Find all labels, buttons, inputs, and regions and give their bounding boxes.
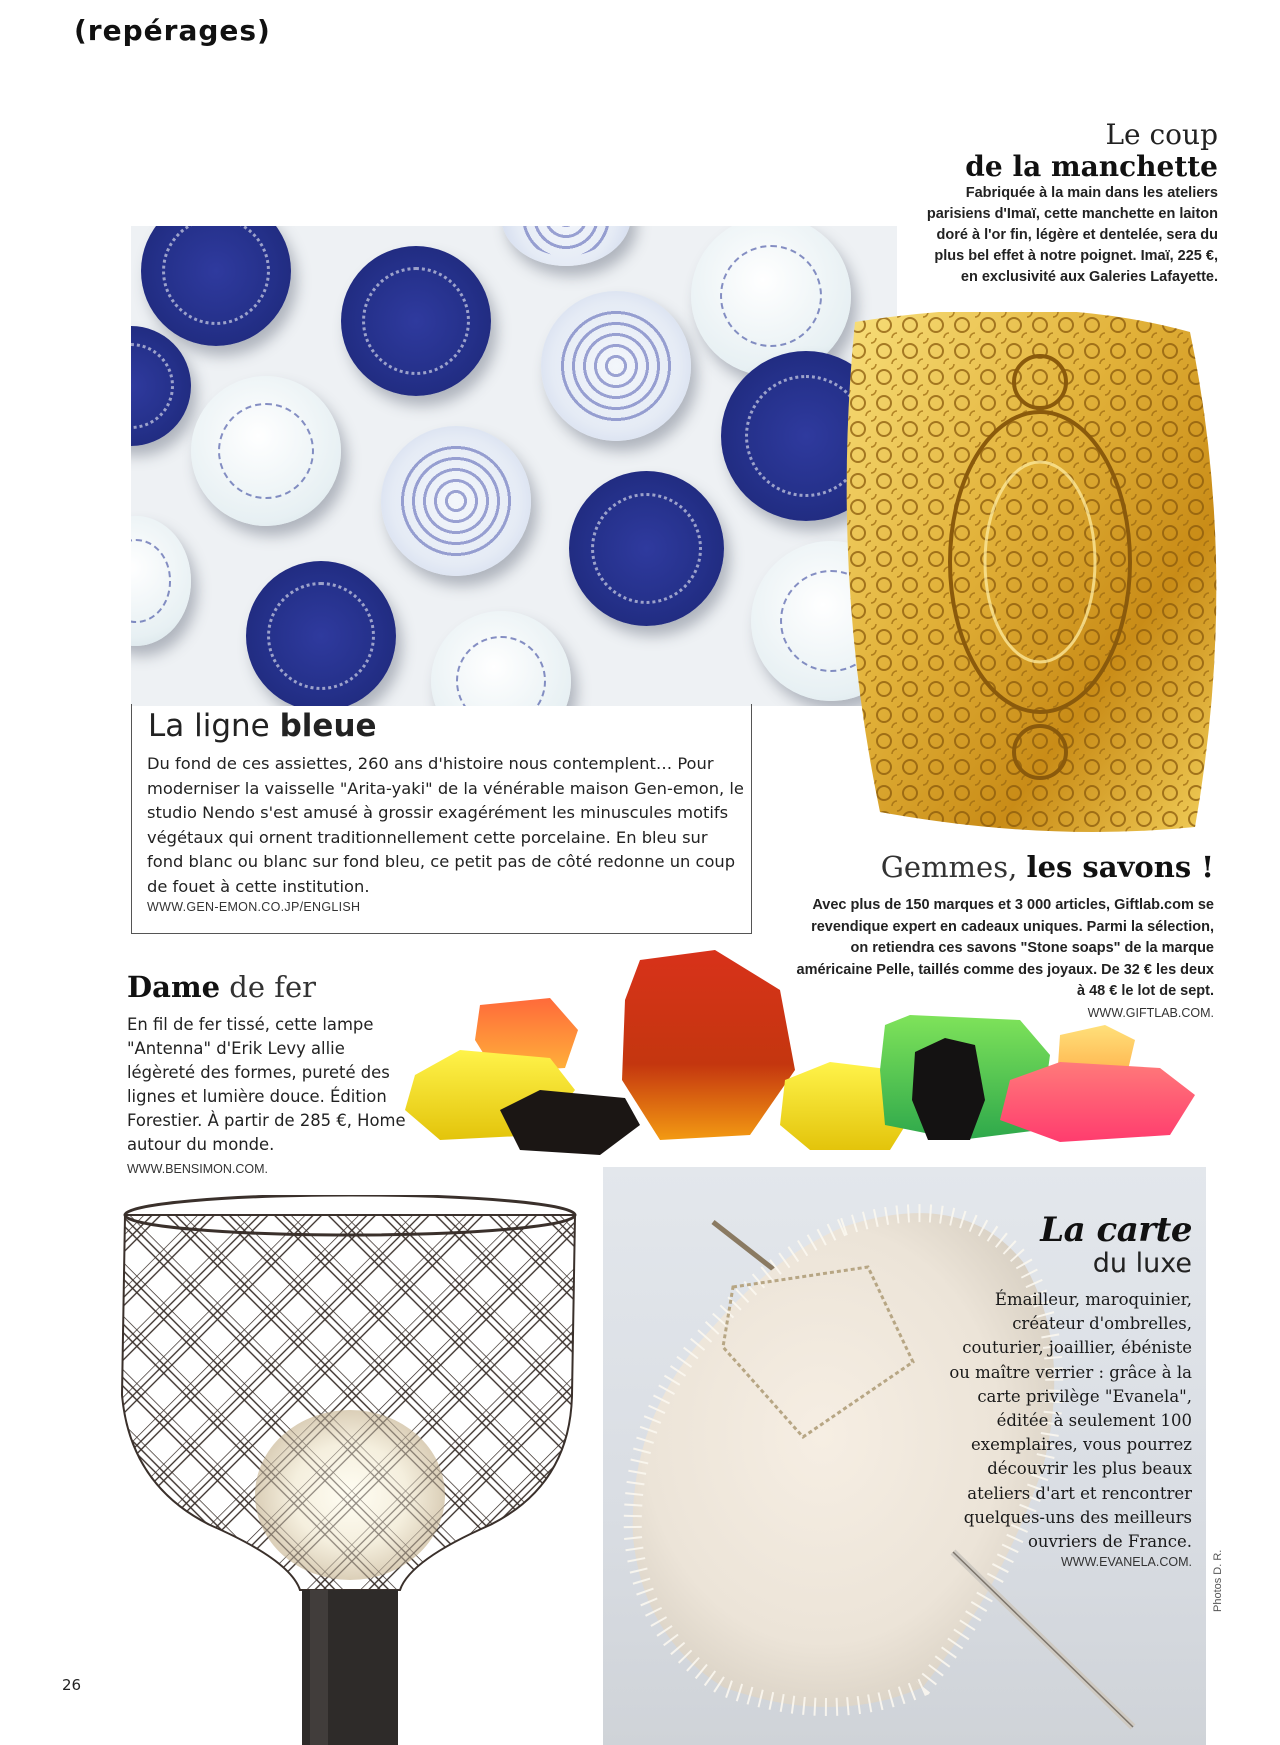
plate <box>246 561 396 706</box>
gemmes-body: Avec plus de 150 marques et 3 000 articles, Giftlab.com se revendique expert en cadeaux uniques. Parmi la sélection, on retiendra ces savons "Stone soaps" de la marque américaine Pelle, taillés comme des joyaux. De 32 € les deux à 48 € le lot de sept. <box>796 897 1214 999</box>
cuff-lace <box>847 312 1217 832</box>
soap-pink <box>1000 1062 1195 1142</box>
carte-title-line1: La carte <box>1040 1210 1192 1250</box>
ligne-bleue-body: Du fond de ces assiettes, 260 ans d'histoire nous contemplent… Pour moderniser la vaisselle "Arita-yaki" de la vénérable maison Gen-emon, le studio Nendo s'est amusé à grossir exagérément les minuscules motifs végétaux qui ornent traditionnellement cette porcelaine. En bleu sur fond blanc ou blanc sur fond bleu, ce petit pas de côté redonne un coup de fouet à cette institution. <box>147 754 744 896</box>
gemmes-title: Gemmes, les savons ! <box>880 850 1214 884</box>
manchette-title-line2: de la manchette <box>965 150 1218 183</box>
soap-black-left <box>500 1090 640 1155</box>
soap-red-large <box>622 950 795 1140</box>
carte-url[interactable]: WWW.EVANELA.COM. <box>1060 1555 1192 1569</box>
plate <box>541 291 691 441</box>
manchette-title-line1: Le coup <box>1105 118 1218 151</box>
carte-title-line2: du luxe <box>1092 1248 1192 1279</box>
plate <box>131 516 191 646</box>
carte-body: Émailleur, maroquinier, créateur d'ombrelles, couturier, joaillier, ébéniste ou maître verrier : grâce à la carte privilège "Evanela", éditée à seulement 100 exemplaires, vous pourrez découvrir les plus beaux ateliers d'art et rencontrer quelques-uns des meilleurs ouvriers de France. <box>949 1290 1192 1552</box>
plate <box>501 226 631 266</box>
gold-cuff-photo <box>845 312 1245 832</box>
plate <box>191 376 341 526</box>
plate <box>381 426 531 576</box>
ligne-bleue-title: La ligne bleue <box>148 708 377 744</box>
stone-soaps-photo <box>400 950 1240 1160</box>
page-number: 26 <box>62 1676 82 1694</box>
plate <box>341 246 491 396</box>
plate <box>131 326 191 446</box>
photo-credit: Photos D. R. <box>1212 1549 1224 1612</box>
plate <box>569 471 724 626</box>
dame-body: En fil de fer tissé, cette lampe "Antenna" d'Erik Levy allie légèreté des formes, pureté des lignes et lumière douce. Édition Forestier. À partir de 285 €, Home autour du monde. <box>127 1015 406 1154</box>
soap-black-right <box>912 1038 985 1140</box>
dame-title: Dame de fer <box>127 970 316 1004</box>
section-tag: (repérages) <box>74 14 271 47</box>
antenna-lamp-photo <box>110 1195 580 1745</box>
plate <box>141 226 291 346</box>
plate <box>431 611 571 706</box>
manchette-body: Fabriquée à la main dans les ateliers parisiens d'Imaï, cette manchette en laiton doré à l'or fin, légère et dentelée, sera du plus bel effet à notre poignet. Imaï, 225 €, en exclusivité aux Galeries Lafayette. <box>926 185 1218 285</box>
plates-photo <box>131 226 897 706</box>
ligne-bleue-url[interactable]: WWW.GEN-EMON.CO.JP/ENGLISH <box>147 900 361 914</box>
dame-url[interactable]: WWW.BENSIMON.COM. <box>127 1162 268 1176</box>
gemmes-url[interactable]: WWW.GIFTLAB.COM. <box>1087 1006 1214 1020</box>
